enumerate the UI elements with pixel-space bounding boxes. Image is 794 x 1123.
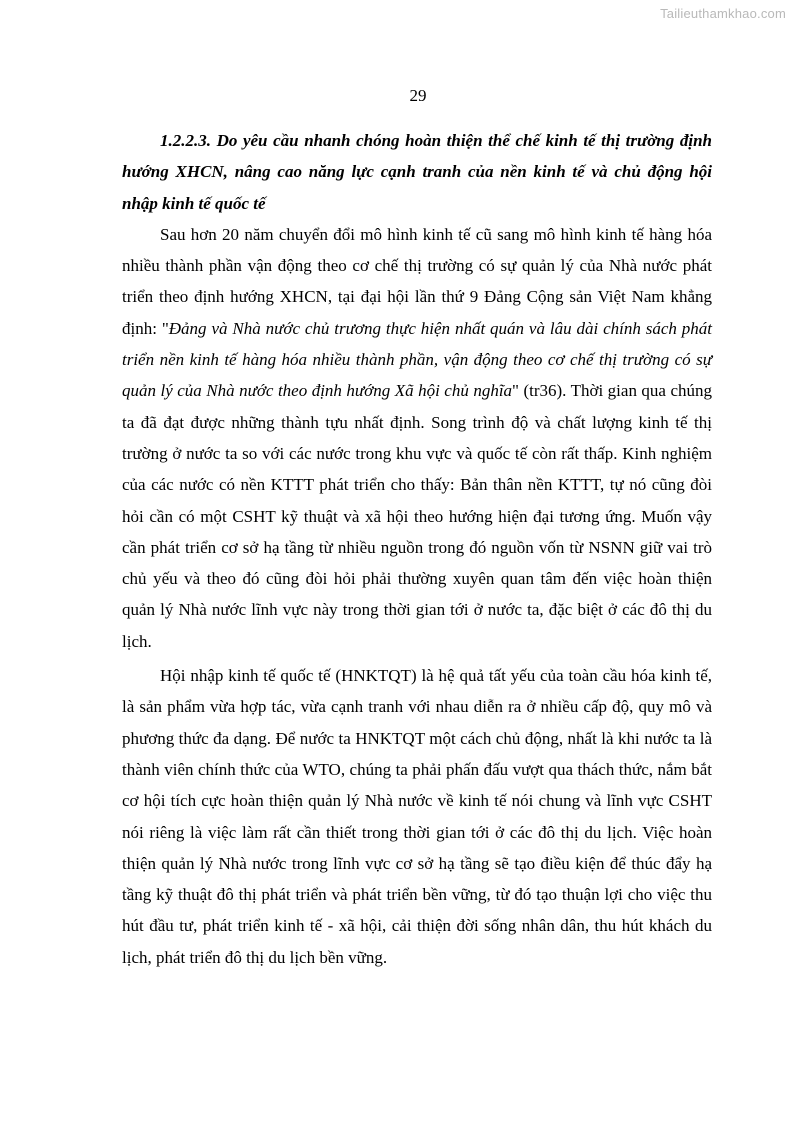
paragraph-1-quote: Đảng và Nhà nước chủ trương thực hiện nhất quán và lâu dài chính sách phát triển nền kinh tế hàng hóa nhiều thành phần, vận động theo cơ chế thị trường có sự quản lý của Nhà nước theo định hướng Xã hội chủ nghĩa — [122, 318, 712, 401]
watermark: Tailieuthamkhao.com — [660, 6, 786, 21]
section-heading: 1.2.2.3. Do yêu cầu nhanh chóng hoàn thiện thể chế kinh tế thị trường định hướng XHCN, nâng cao năng lực cạnh tranh của nền kinh tế và chủ động hội nhập kinh tế quốc tế — [122, 131, 712, 213]
page-number: 29 — [409, 86, 427, 105]
paragraph-1-text-before: Sau hơn 20 năm chuyển đổi mô hình kinh tế cũ sang mô hình kinh tế hàng hóa nhiều thành phần vận động theo cơ chế thị trường có sự quản lý của Nhà nước phát triển theo định hướng XHCN, tại đại hội lần thứ 9 Đảng Cộng sản Việt Nam khẳng định: " — [122, 224, 712, 338]
paragraph-1-text-after: " (tr36). Thời gian qua chúng ta đã đạt được những thành tựu nhất định. Song trình độ và chất lượng kinh tế thị trường ở nước ta so với các nước trong khu vực và quốc tế còn rất thấp. Kinh nghiệm của các nước có nền KTTT phát triển cho thấy: Bản thân nền KTTT, tự nó cũng đòi hỏi cần có một CSHT kỹ thuật và xã hội theo hướng hiện đại tương ứng. Muốn vậy cần phát triển cơ sở hạ tầng từ nhiều nguồn trong đó nguồn vốn từ NSNN giữ vai trò chủ yếu và theo đó cũng đòi hỏi phải thường xuyên quan tâm đến việc hoàn thiện quản lý Nhà nước lĩnh vực này trong thời gian tới ở nước ta, đặc biệt ở các đô thị du lịch. — [122, 381, 712, 651]
paragraph-2: Hội nhập kinh tế quốc tế (HNKTQT) là hệ quả tất yếu của toàn cầu hóa kinh tế, là sản phẩm vừa hợp tác, vừa cạnh tranh với nhau diễn ra ở nhiều cấp độ, quy mô và phương thức đa dạng. Để nước ta HNKTQT một cách chủ động, nhất là khi nước ta là thành viên chính thức của WTO, chúng ta phải phấn đấu vượt qua thách thức, nắm bắt cơ hội tích cực hoàn thiện quản lý Nhà nước về kinh tế nói chung và lĩnh vực CSHT nói riêng là việc làm rất cần thiết trong thời gian tới ở các đô thị du lịch. Việc hoàn thiện quản lý Nhà nước trong lĩnh vực cơ sở hạ tầng sẽ tạo điều kiện để thúc đẩy hạ tầng kỹ thuật đô thị phát triển và phát triển bền vững, từ đó tạo thuận lợi cho việc thu hút đầu tư, phát triển kinh tế - xã hội, cải thiện đời sống nhân dân, thu hút khách du lịch, phát triển đô thị du lịch bền vững. — [122, 666, 712, 967]
paragraph-1 — [122, 219, 712, 657]
document-body — [122, 125, 712, 973]
